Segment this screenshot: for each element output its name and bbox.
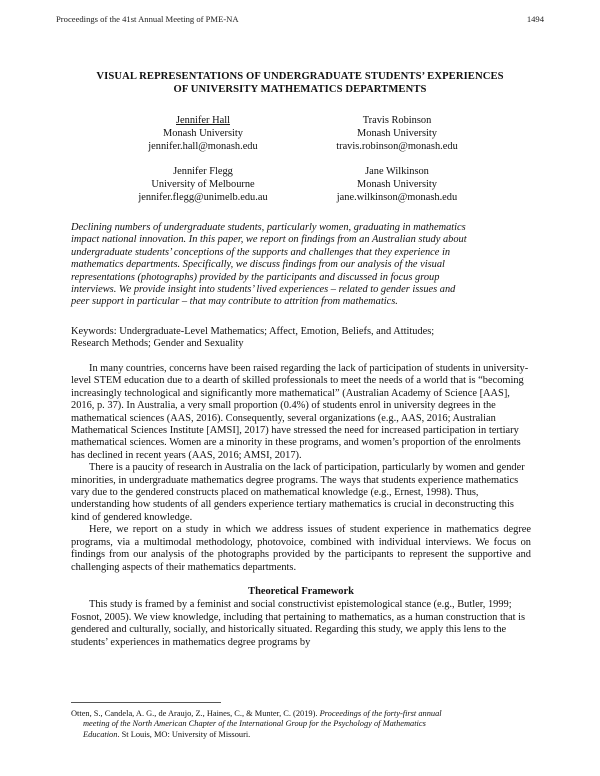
body-text: [71, 363, 531, 649]
paragraph-study: [71, 524, 531, 574]
citation-footnote: [71, 709, 531, 740]
abstract: [71, 222, 529, 309]
body-line: degree programs, via a multimodal methodology, photovoice, combined with individual: [71, 524, 531, 548]
body-line: (Australian Academy of Science [AAS], 2016, p. 37). In Australia, a very small proportion: [71, 387, 510, 412]
body-line: enrolments has declined in recent years (AAS, 2016; AMSI, 2017).: [71, 437, 521, 461]
author-4: [300, 165, 494, 205]
author-email: jennifer.hall@monash.edu: [148, 141, 258, 153]
abstract-line: representations (photographs) provided by the participants and discussed in focus group: [71, 271, 440, 283]
body-line: a world that is “becoming increasingly technological and significantly more mathematical”: [71, 375, 524, 399]
body-line: In many countries, concerns have been raised regarding the lack of participation of students: [89, 363, 470, 374]
author-2: [300, 114, 494, 154]
author-name: Travis Robinson: [362, 115, 432, 126]
footnote-education: Education: [83, 729, 118, 739]
body-line: (0.4%) of students enrol in university degrees in the mathematical sciences (AAS, 2016).: [71, 400, 496, 424]
footnote-continuation: [71, 730, 531, 740]
keywords-line: Keywords: Undergraduate-Level Mathematics; Affect, Emotion, Beliefs, and Attitudes;: [71, 326, 435, 337]
body-line: experience mathematics vary due to the gendered constructs placed on mathematical knowledge: [71, 474, 519, 499]
abstract-line: peer support in particular – that may contribute to attrition from mathematics.: [71, 296, 398, 308]
author-email: jennifer.flegg@unimelb.edu.au: [138, 192, 268, 204]
abstract-line: Declining numbers of undergraduate students, particularly women, graduating in mathematics: [71, 222, 466, 233]
paragraph-paucity: [71, 462, 531, 524]
body-line: to represent the supportive and challenging aspects of their mathematics departments.: [71, 549, 531, 573]
body-line: human construction that is gendered and culturally, socially, and historically situated. Regarding: [71, 611, 526, 636]
section-heading: Theoretical Framework: [248, 585, 354, 597]
author-block: [106, 114, 494, 204]
author-name[interactable]: Jennifer Hall: [176, 115, 230, 126]
body-line: mathematical sciences. Women are a minority in these programs, and women’s proportion of the: [71, 437, 472, 449]
abstract-line: interviews. We provide insight into students’ lived experiences – related to gender issues and: [71, 284, 456, 296]
title-line-1: VISUAL REPRESENTATIONS OF UNDERGRADUATE STUDENTS’ EXPERIENCES: [96, 71, 504, 82]
paper-title: [56, 70, 544, 96]
paragraph-intro: [71, 363, 531, 462]
body-line: interviews. We focus on findings from our analysis of the photographs provided by the participants: [71, 536, 532, 561]
paragraph-framework: [71, 599, 531, 649]
body-line: This study is framed by a feminist and social constructivist epistemological stance (e.g.,: [89, 599, 455, 611]
author-3: [106, 165, 300, 205]
body-line: There is a paucity of research in Australia on the lack of participation, particularly by women: [89, 462, 477, 474]
footnote-publisher: . St Louis, MO: University of Missouri.: [117, 729, 251, 739]
footnote-proceedings-title-cont: meeting of the North American Chapter of the International Group for the Psychology of Mathematics: [83, 719, 426, 729]
footnote-continuation: [71, 719, 531, 729]
footnote-proceedings-title: Proceedings of the forty-first annual: [319, 709, 442, 718]
author-email: travis.robinson@monash.edu: [336, 141, 458, 153]
keywords: [71, 326, 531, 351]
abstract-line: undergraduate students’ conceptions of the supports and challenges that they experience in: [71, 246, 451, 258]
body-line: and gender minorities, in undergraduate mathematics degree programs. The ways that students: [71, 462, 525, 486]
body-line: Here, we report on a study in which we address issues of student experience in mathematics: [89, 524, 499, 536]
author-affiliation: Monash University: [357, 128, 437, 140]
title-line-2: OF UNIVERSITY MATHEMATICS DEPARTMENTS: [173, 84, 427, 95]
abstract-line: impact national innovation. In this paper, we report on findings from an Australian study about: [71, 234, 467, 246]
body-line: Butler, 1999; Fosnot, 2005). We view knowledge, including that pertaining to mathematics, as a: [71, 599, 512, 623]
body-line: (e.g., Ernest, 1998). Thus, understanding how students of all genders experience tertiary: [71, 487, 479, 511]
footnote-divider: [71, 702, 221, 703]
page-number: 1494: [526, 14, 544, 24]
footnote-authors: Otten, S., Candela, A. G., de Araujo, Z., Haines, C., & Munter, C. (2019).: [71, 709, 320, 718]
author-affiliation: University of Melbourne: [151, 178, 255, 190]
body-line: Consequently, several organizations (e.g., AAS, 2016; Australian Mathematical Sciences: [71, 412, 496, 437]
running-head-proceedings: Proceedings of the 41st Annual Meeting of PME-NA: [56, 14, 239, 24]
running-head: [56, 14, 544, 24]
author-name: Jane Wilkinson: [365, 165, 429, 177]
author-email: jane.wilkinson@monash.edu: [336, 192, 458, 204]
author-affiliation: Monash University: [163, 128, 243, 140]
body-line: in university-level STEM education due to a dearth of skilled professionals to meet the needs of: [71, 363, 529, 387]
keywords-line: Research Methods; Gender and Sexuality: [71, 338, 244, 350]
author-1: [106, 114, 300, 154]
body-line: Institute [AMSI], 2017) have stressed the need for increased participation in tertiary: [169, 425, 519, 437]
abstract-line: mathematics departments. Specifically, we discuss findings from our analysis of the visual: [71, 259, 445, 271]
body-line: this study, we apply this lens to the students’ experiences in mathematics degree programs by: [71, 624, 507, 648]
body-line: mathematics is crucial in deconstructing this kind of gendered knowledge.: [71, 499, 514, 523]
author-name: Jennifer Flegg: [173, 165, 233, 177]
author-affiliation: Monash University: [357, 178, 437, 190]
